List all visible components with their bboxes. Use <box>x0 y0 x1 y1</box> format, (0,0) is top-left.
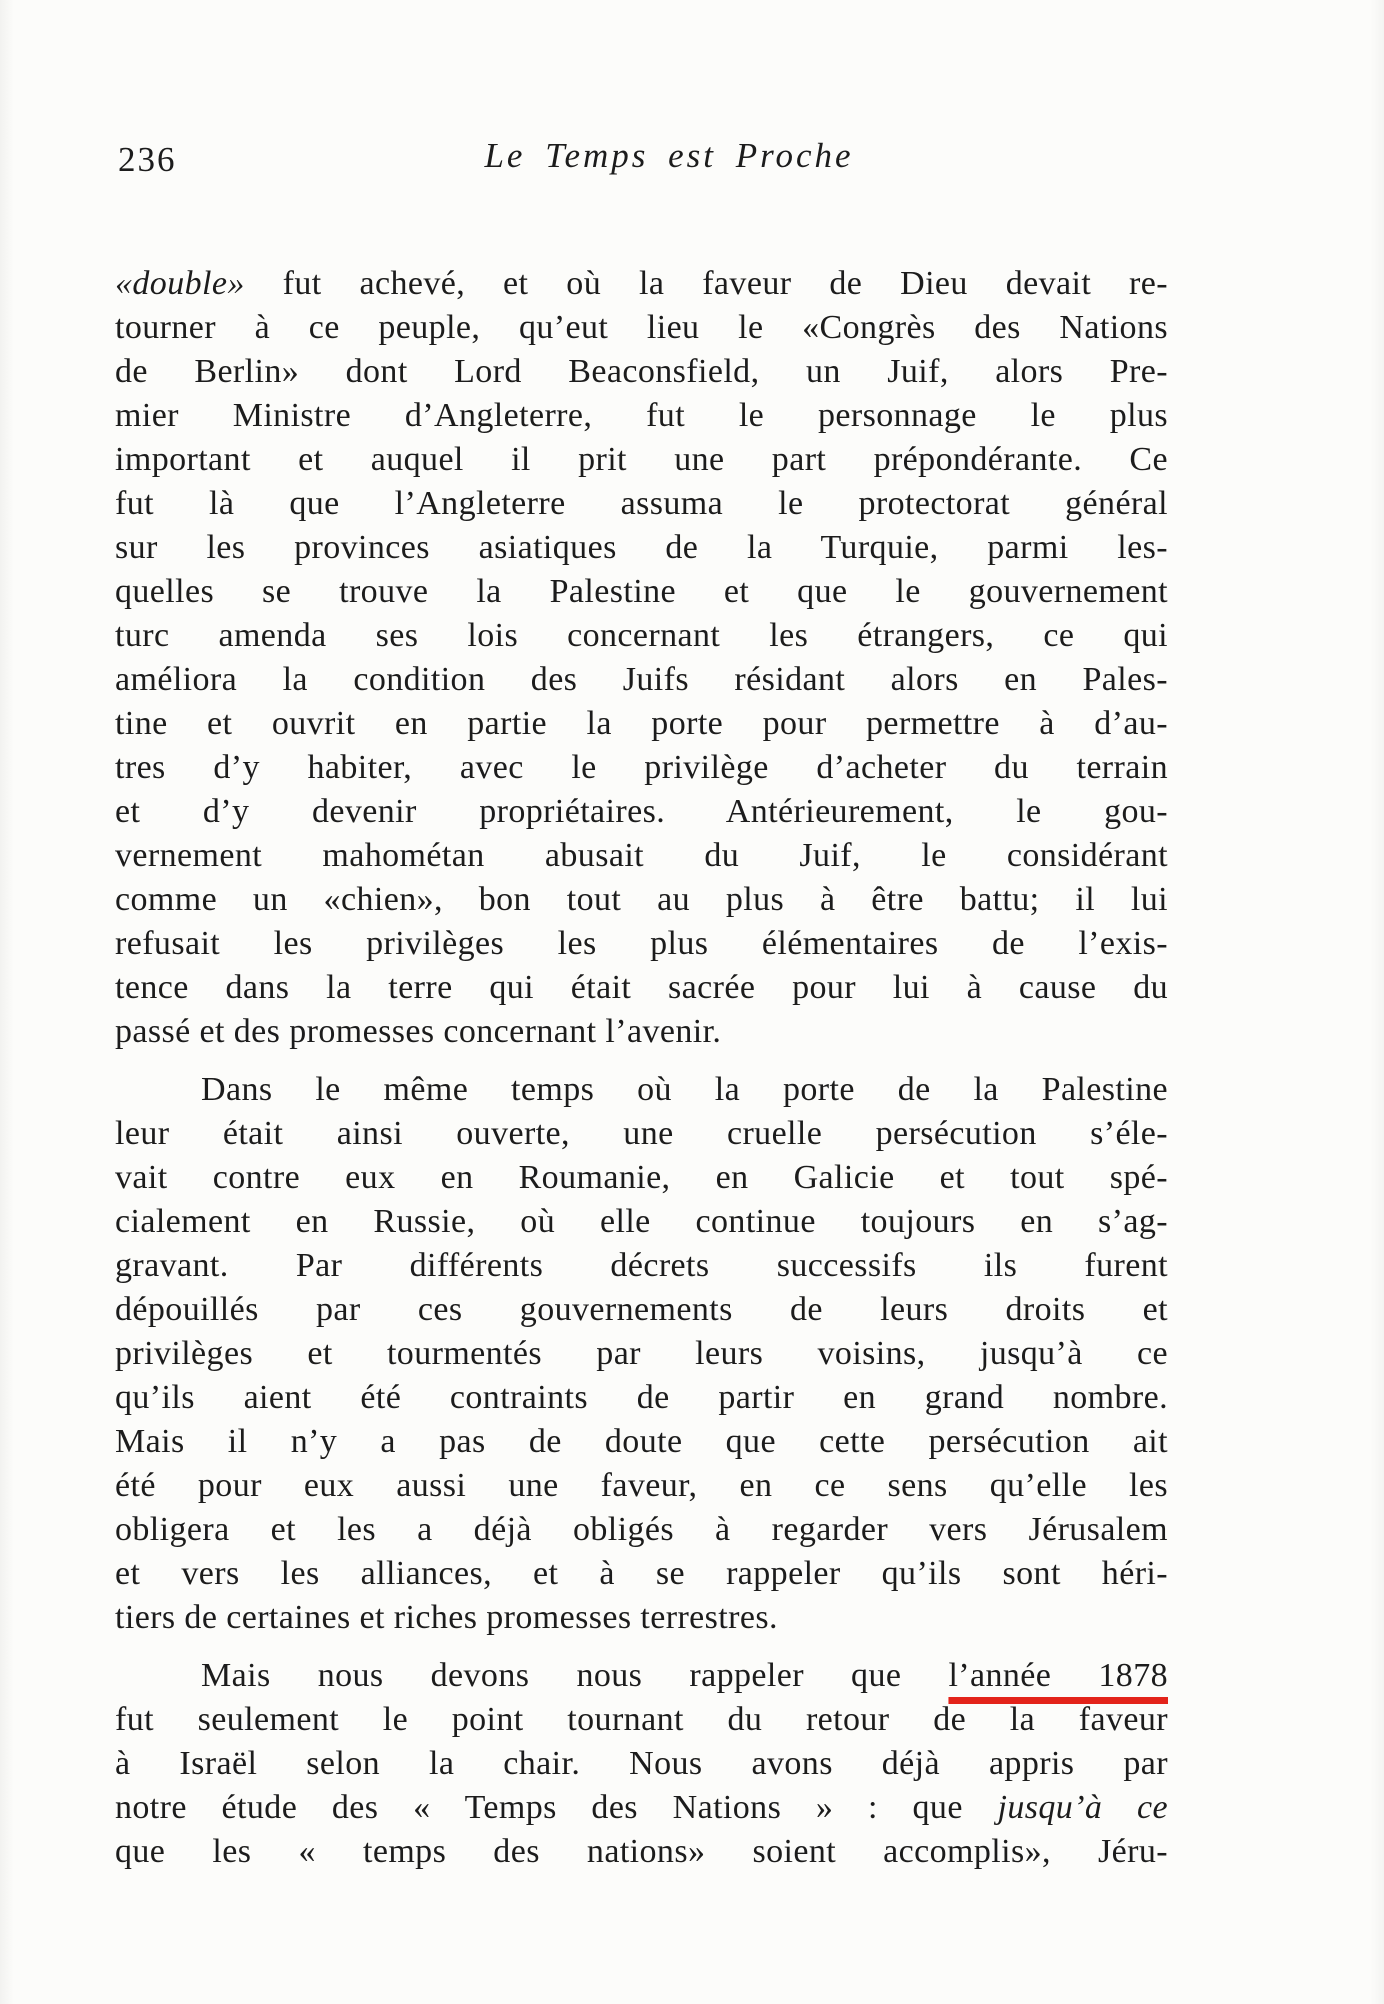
text-line <box>115 1698 1168 1742</box>
text-line <box>115 1288 1168 1332</box>
text-segment: tine et ouvrit en partie la porte pour permettre à d’au- <box>115 705 1168 742</box>
text-segment: sur les provinces asiatiques de la Turquie, parmi les- <box>115 529 1168 566</box>
text-segment: leur était ainsi ouverte, une cruelle persécution s’éle- <box>115 1115 1168 1152</box>
text-segment: fut seulement le point tournant du retour de la faveur <box>115 1701 1168 1738</box>
red-underline-annotation: l’année 1878 <box>948 1657 1168 1694</box>
running-title: Le Temps est Proche <box>484 136 854 175</box>
paragraph <box>115 262 1168 1054</box>
text-line <box>115 570 1168 614</box>
text-line <box>115 1244 1168 1288</box>
text-line <box>115 1508 1168 1552</box>
text-line <box>115 1112 1168 1156</box>
text-segment: vernement mahométan abusait du Juif, le considérant <box>115 837 1168 874</box>
text-segment: à Israël selon la chair. Nous avons déjà appris par <box>115 1745 1168 1782</box>
text-line <box>115 1010 1168 1054</box>
text-line <box>115 922 1168 966</box>
text-segment: passé et des promesses concernant l’avenir. <box>115 1013 722 1050</box>
text-line <box>115 1200 1168 1244</box>
text-line <box>115 394 1168 438</box>
text-line <box>115 834 1168 878</box>
text-segment: fut achevé, et où la faveur de Dieu devait re- <box>244 265 1168 302</box>
text-line <box>115 790 1168 834</box>
text-line <box>115 658 1168 702</box>
page-body <box>115 262 1168 1874</box>
text-segment: tourner à ce peuple, qu’eut lieu le «Congrès des Nations <box>115 309 1168 346</box>
text-segment: que les « temps des nations» soient accomplis», Jéru- <box>115 1833 1168 1870</box>
text-segment: mier Ministre d’Angleterre, fut le personnage le plus <box>115 397 1168 434</box>
text-line <box>115 482 1168 526</box>
text-segment: gravant. Par différents décrets successifs ils furent <box>115 1247 1168 1284</box>
paragraph <box>115 1068 1168 1640</box>
page-header <box>115 136 1168 186</box>
text-segment: privilèges et tourmentés par leurs voisins, jusqu’à ce <box>115 1335 1168 1372</box>
text-segment: améliora la condition des Juifs résidant alors en Pales- <box>115 661 1168 698</box>
text-line <box>115 1596 1168 1640</box>
text-segment: tres d’y habiter, avec le privilège d’acheter du terrain <box>115 749 1168 786</box>
text-segment: turc amenda ses lois concernant les étrangers, ce qui <box>115 617 1168 654</box>
text-segment: dépouillés par ces gouvernements de leurs droits et <box>115 1291 1168 1328</box>
text-segment: fut là que l’Angleterre assuma le protectorat général <box>115 485 1168 522</box>
text-segment: jusqu’à ce <box>997 1789 1168 1826</box>
text-segment: cialement en Russie, où elle continue toujours en s’ag- <box>115 1203 1168 1240</box>
text-line <box>115 1376 1168 1420</box>
text-segment: tiers de certaines et riches promesses terrestres. <box>115 1599 778 1636</box>
text-segment: Mais nous devons nous rappeler que <box>201 1657 949 1694</box>
text-line <box>115 1742 1168 1786</box>
text-line <box>115 1068 1168 1112</box>
text-segment: tence dans la terre qui était sacrée pour lui à cause du <box>115 969 1168 1006</box>
text-line <box>115 1830 1168 1874</box>
text-segment: notre étude des « Temps des Nations » : que <box>115 1789 998 1826</box>
text-segment: important et auquel il prit une part prépondérante. Ce <box>115 441 1168 478</box>
text-segment: Mais il n’y a pas de doute que cette persécution ait <box>115 1423 1168 1460</box>
text-segment: refusait les privilèges les plus élémentaires de l’exis- <box>115 925 1168 962</box>
text-line <box>115 1156 1168 1200</box>
text-line <box>115 438 1168 482</box>
text-line <box>115 966 1168 1010</box>
text-segment: de Berlin» dont Lord Beaconsfield, un Juif, alors Pre- <box>115 353 1168 390</box>
text-line <box>115 1332 1168 1376</box>
text-line <box>115 878 1168 922</box>
text-line <box>115 262 1168 306</box>
text-segment: qu’ils aient été contraints de partir en grand nombre. <box>115 1379 1168 1416</box>
text-line <box>115 1420 1168 1464</box>
text-line <box>115 350 1168 394</box>
text-line <box>115 1786 1168 1830</box>
text-segment: comme un «chien», bon tout au plus à être battu; il lui <box>115 881 1168 918</box>
text-line <box>115 746 1168 790</box>
text-segment: quelles se trouve la Palestine et que le gouvernement <box>115 573 1168 610</box>
text-line <box>115 614 1168 658</box>
text-segment: été pour eux aussi une faveur, en ce sens qu’elle les <box>115 1467 1168 1504</box>
text-line <box>115 1654 1168 1698</box>
text-segment: Dans le même temps où la porte de la Palestine <box>201 1071 1168 1108</box>
text-line <box>115 1464 1168 1508</box>
text-segment: vait contre eux en Roumanie, en Galicie et tout spé- <box>115 1159 1168 1196</box>
paragraph <box>115 1654 1168 1874</box>
text-segment: obligera et les a déjà obligés à regarder vers Jérusalem <box>115 1511 1168 1548</box>
page-number: 236 <box>118 140 177 179</box>
text-line <box>115 526 1168 570</box>
text-line <box>115 702 1168 746</box>
text-line <box>115 1552 1168 1596</box>
text-segment: et vers les alliances, et à se rappeler qu’ils sont héri- <box>115 1555 1168 1592</box>
text-segment: et d’y devenir propriétaires. Antérieurement, le gou- <box>115 793 1168 830</box>
text-segment: «double» <box>115 265 245 302</box>
text-line <box>115 306 1168 350</box>
